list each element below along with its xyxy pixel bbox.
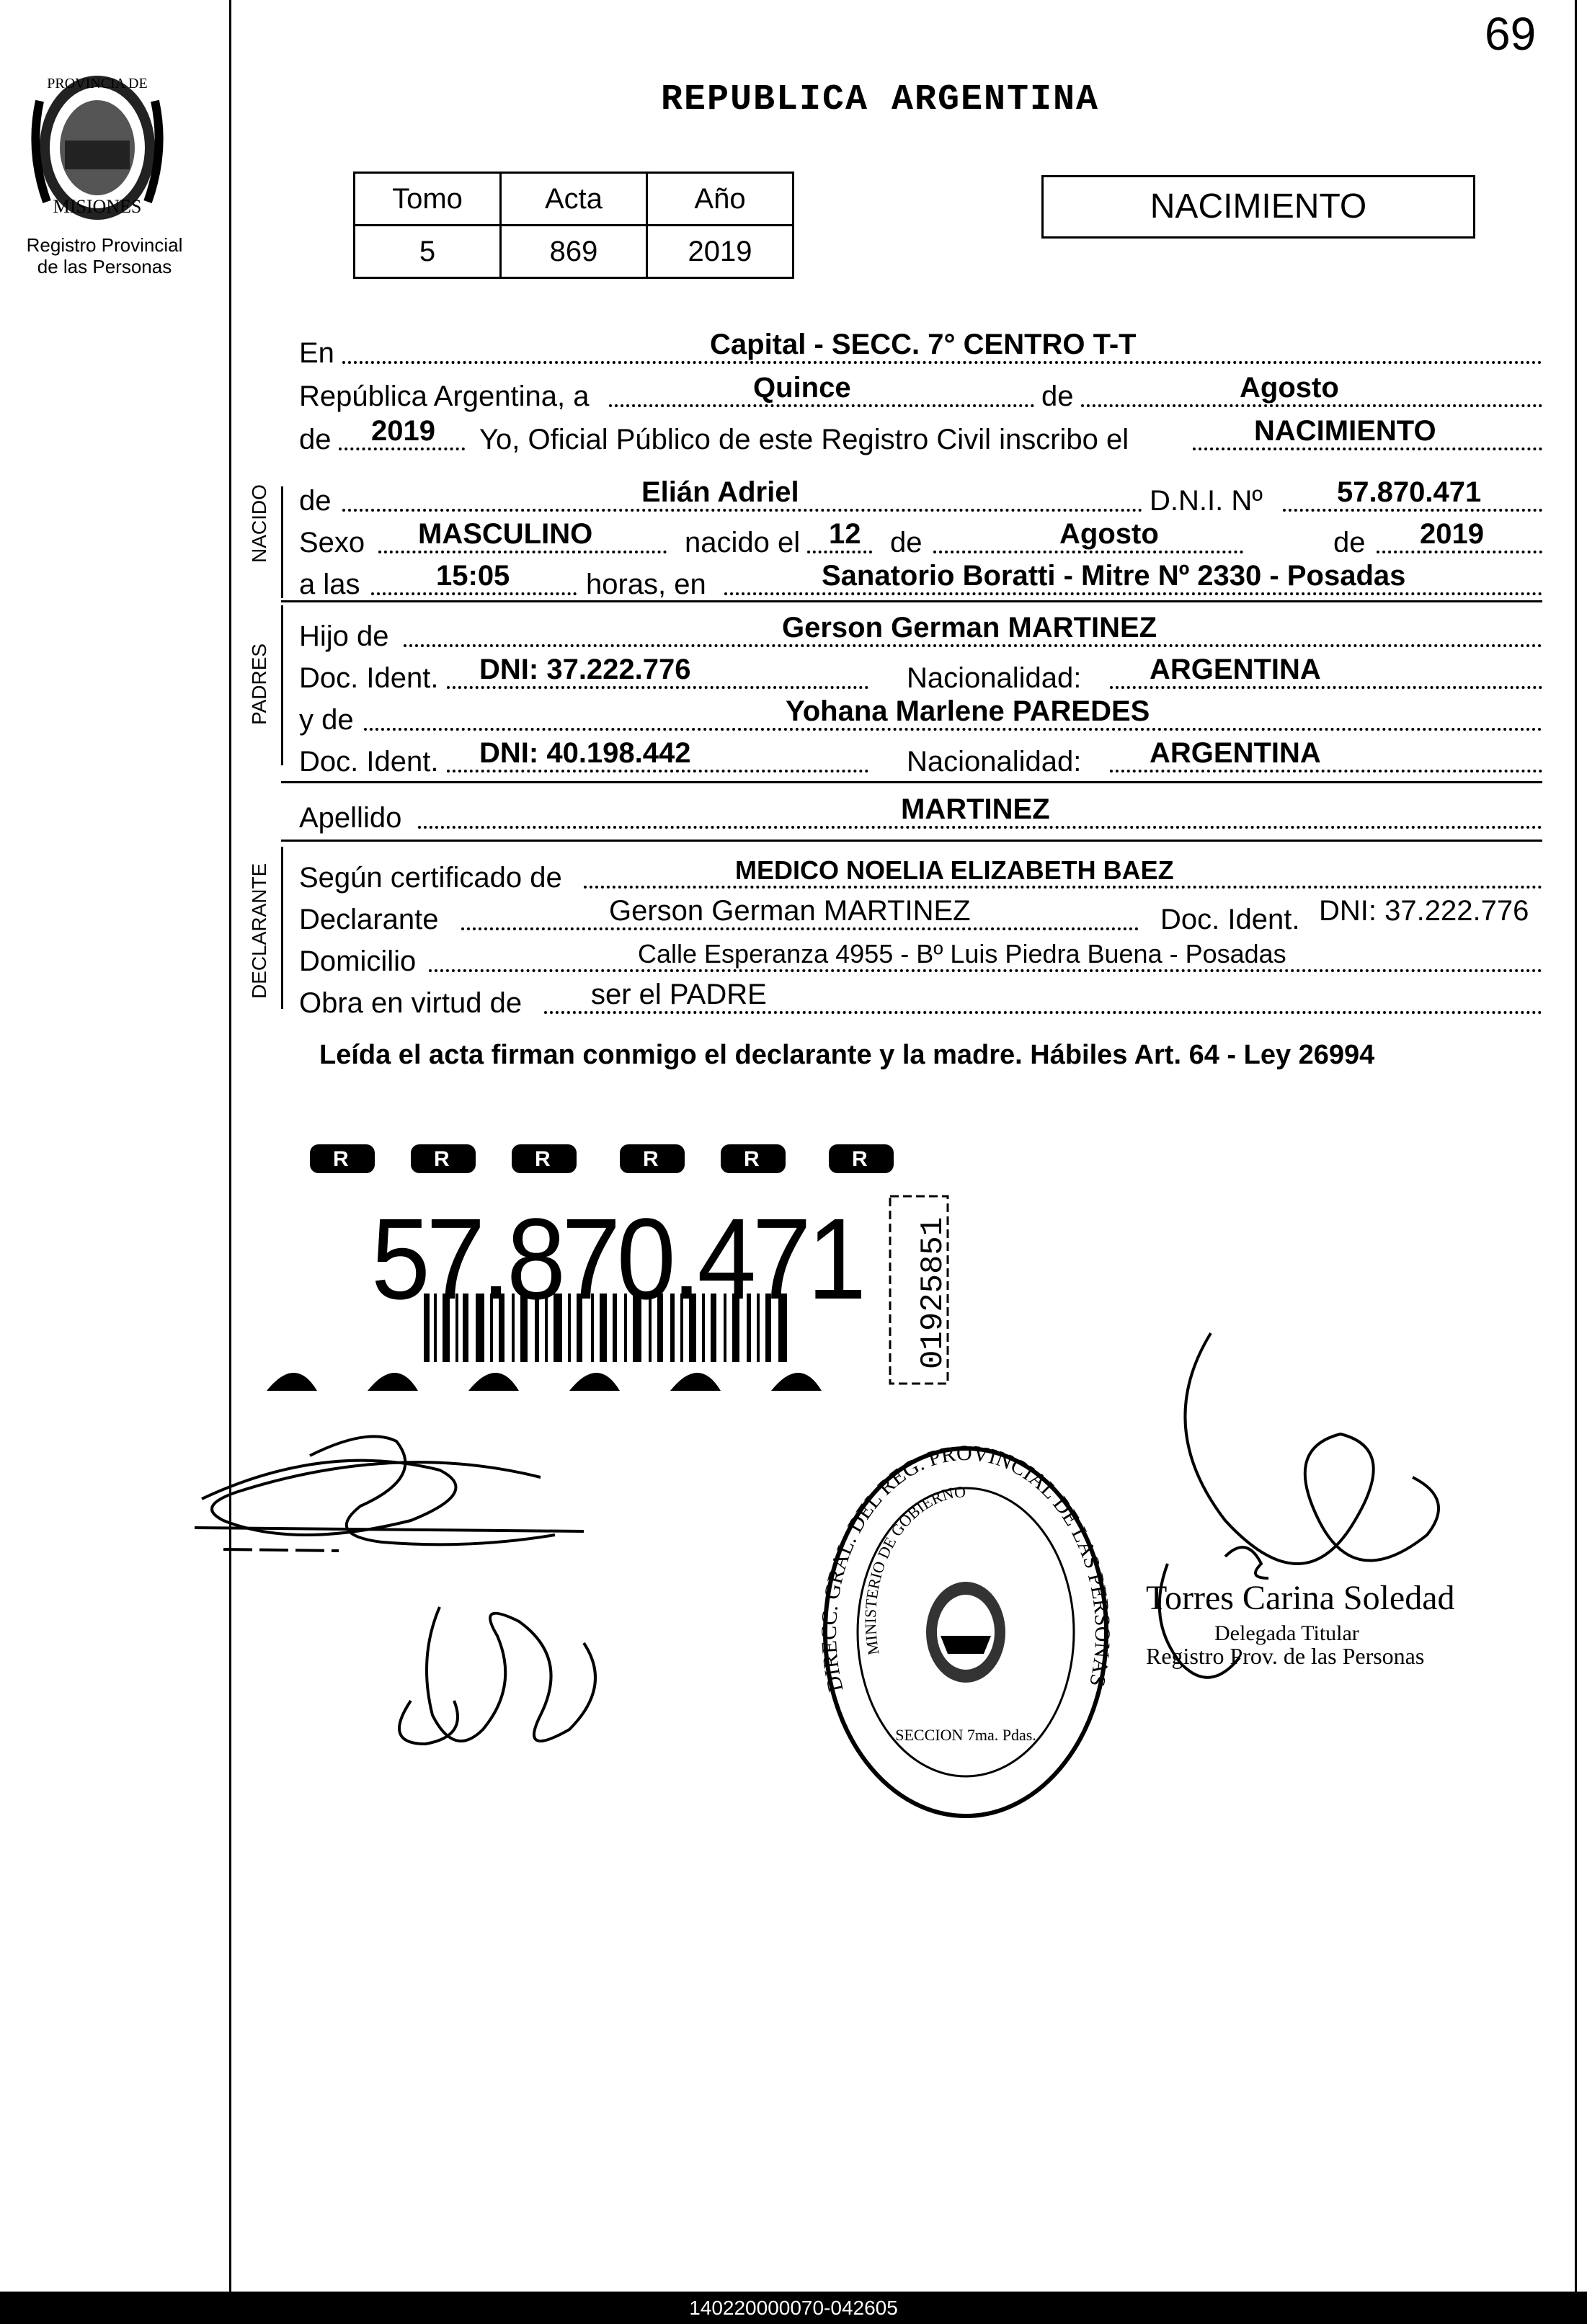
row-cert bbox=[299, 852, 1542, 896]
inscribed-value: NACIMIENTO bbox=[1254, 415, 1436, 447]
hijo-de-label: Hijo de bbox=[299, 620, 389, 652]
obra-value: ser el PADRE bbox=[591, 979, 767, 1010]
sexo-value: MASCULINO bbox=[418, 518, 593, 550]
stamp-outer-text: DIRECC. GRAL. DEL REG. PROVINCIAL DE LAS PERSONAS bbox=[817, 1441, 1115, 1694]
apellido-value: MARTINEZ bbox=[901, 793, 1050, 825]
cert-label: Según certificado de bbox=[299, 862, 562, 894]
month-value: Agosto bbox=[1240, 372, 1339, 404]
row-date bbox=[299, 371, 1542, 414]
declarante-doc-value: DNI: 37.222.776 bbox=[1319, 895, 1529, 927]
row-domicilio bbox=[299, 936, 1542, 979]
footer-code: 140220000070-042605 bbox=[0, 2292, 1587, 2324]
officer-org: Registro Prov. de las Personas bbox=[1146, 1643, 1425, 1669]
declarant-signature bbox=[180, 1384, 901, 1787]
year-prefix-label: de bbox=[299, 424, 332, 455]
page-title: REPUBLICA ARGENTINA bbox=[660, 79, 1100, 120]
declarante-label: Declarante bbox=[299, 904, 439, 935]
cert-value: MEDICO NOELIA ELIZABETH BAEZ bbox=[735, 855, 1174, 885]
logo-text-top: PROVINCIA DE bbox=[47, 76, 148, 92]
mother-doc-value: DNI: 40.198.442 bbox=[479, 737, 691, 769]
record-value-tomo: 5 bbox=[355, 226, 501, 278]
record-table bbox=[353, 172, 794, 279]
domicilio-label: Domicilio bbox=[299, 945, 417, 977]
record-value-acta: 869 bbox=[501, 226, 647, 278]
mother-nat-value: ARGENTINA bbox=[1150, 737, 1321, 769]
section-label-nacido: NACIDO bbox=[248, 484, 270, 563]
logo-text-bottom: MISIONES bbox=[53, 196, 142, 217]
logo-caption-line2: de las Personas bbox=[37, 256, 172, 277]
birth-year-value: 2019 bbox=[1420, 518, 1484, 550]
dni-label: D.N.I. Nº bbox=[1150, 485, 1263, 517]
section-label-declarante: DECLARANTE bbox=[248, 863, 270, 999]
svg-text:R: R bbox=[333, 1147, 349, 1171]
row-father bbox=[299, 611, 1542, 654]
svg-text:R: R bbox=[852, 1147, 868, 1171]
row-obra bbox=[299, 978, 1542, 1021]
birth-place-value: Sanatorio Boratti - Mitre Nº 2330 - Posadas bbox=[822, 560, 1406, 592]
row-place bbox=[299, 328, 1542, 371]
mother-name-value: Yohana Marlene PAREDES bbox=[786, 695, 1150, 727]
day-value: Quince bbox=[753, 372, 851, 404]
record-header-acta: Acta bbox=[501, 173, 647, 226]
birth-day-value: 12 bbox=[829, 518, 861, 550]
birth-time-value: 15:05 bbox=[436, 560, 510, 592]
stamp-inner-text: MINISTERIO DE GOBIERNO bbox=[861, 1482, 966, 1657]
row-name bbox=[299, 476, 1542, 519]
year-value: 2019 bbox=[371, 415, 435, 447]
obra-label: Obra en virtud de bbox=[299, 987, 523, 1019]
father-nat-label: Nacionalidad: bbox=[907, 662, 1082, 694]
row-year bbox=[299, 414, 1542, 458]
logo-caption bbox=[0, 234, 209, 277]
republica-label: República Argentina, a bbox=[299, 380, 590, 412]
de-label: de bbox=[1041, 380, 1074, 412]
father-doc-label: Doc. Ident. bbox=[299, 662, 439, 694]
svg-text:R: R bbox=[643, 1147, 659, 1171]
child-name-value: Elián Adriel bbox=[641, 476, 799, 508]
record-header-anio: Año bbox=[647, 173, 794, 226]
svg-text:R: R bbox=[744, 1147, 760, 1171]
sexo-label: Sexo bbox=[299, 527, 365, 558]
y-de-label: y de bbox=[299, 704, 354, 736]
row-father-doc bbox=[299, 653, 1542, 696]
record-value-anio: 2019 bbox=[647, 226, 794, 278]
domicilio-value: Calle Esperanza 4955 - Bº Luis Piedra Buena - Posadas bbox=[638, 939, 1286, 969]
en-label: En bbox=[299, 337, 334, 369]
place-value: Capital - SECC. 7° CENTRO T-T bbox=[710, 329, 1137, 360]
logo-caption-line1: Registro Provincial bbox=[26, 234, 183, 256]
yo-label: Yo, Oficial Público de este Registro Civil inscribo el bbox=[479, 424, 1129, 455]
closing-statement: Leída el acta firman conmigo el declarante y la madre. Hábiles Art. 64 - Ley 26994 bbox=[319, 1040, 1375, 1070]
stamp-section-text: SECCION 7ma. Pdas. bbox=[895, 1726, 1036, 1744]
mother-nat-label: Nacionalidad: bbox=[907, 746, 1082, 778]
section-label-padres: PADRES bbox=[248, 643, 270, 725]
right-margin-line bbox=[1575, 0, 1577, 2292]
officer-name: Torres Carina Soledad bbox=[1146, 1579, 1455, 1617]
act-type-box: NACIMIENTO bbox=[1041, 175, 1475, 239]
left-margin-line bbox=[229, 0, 231, 2292]
declarante-doc-label: Doc. Ident. bbox=[1160, 904, 1300, 935]
row-sex bbox=[299, 517, 1542, 561]
record-header-tomo: Tomo bbox=[355, 173, 501, 226]
declarante-value: Gerson German MARTINEZ bbox=[609, 895, 971, 927]
nacido-de2-label: de bbox=[890, 527, 923, 558]
mother-doc-label: Doc. Ident. bbox=[299, 746, 439, 778]
horas-label: horas, en bbox=[586, 569, 706, 600]
row-apellido bbox=[299, 793, 1542, 836]
a-las-label: a las bbox=[299, 569, 360, 600]
nacido-de-label: de bbox=[299, 485, 332, 517]
father-name-value: Gerson German MARTINEZ bbox=[782, 612, 1157, 644]
svg-text:R: R bbox=[535, 1147, 551, 1171]
official-stamp bbox=[814, 1438, 1117, 1827]
officer-role: Delegada Titular bbox=[1214, 1621, 1359, 1645]
row-mother-doc bbox=[299, 736, 1542, 780]
row-time bbox=[299, 559, 1542, 602]
father-nat-value: ARGENTINA bbox=[1150, 654, 1321, 685]
father-doc-value: DNI: 37.222.776 bbox=[479, 654, 691, 685]
svg-text:R: R bbox=[434, 1147, 450, 1171]
row-declarante bbox=[299, 894, 1542, 938]
apellido-label: Apellido bbox=[299, 802, 402, 834]
nacido-el-label: nacido el bbox=[685, 527, 801, 558]
nacido-de3-label: de bbox=[1333, 527, 1366, 558]
page-number: 69 bbox=[1485, 8, 1537, 60]
birth-month-value: Agosto bbox=[1059, 518, 1159, 550]
row-mother bbox=[299, 695, 1542, 738]
child-dni-value: 57.870.471 bbox=[1337, 476, 1482, 508]
sticker-number: 57.870.471 bbox=[371, 1194, 863, 1323]
sticker-serial-text: 01925851 bbox=[915, 1216, 951, 1369]
